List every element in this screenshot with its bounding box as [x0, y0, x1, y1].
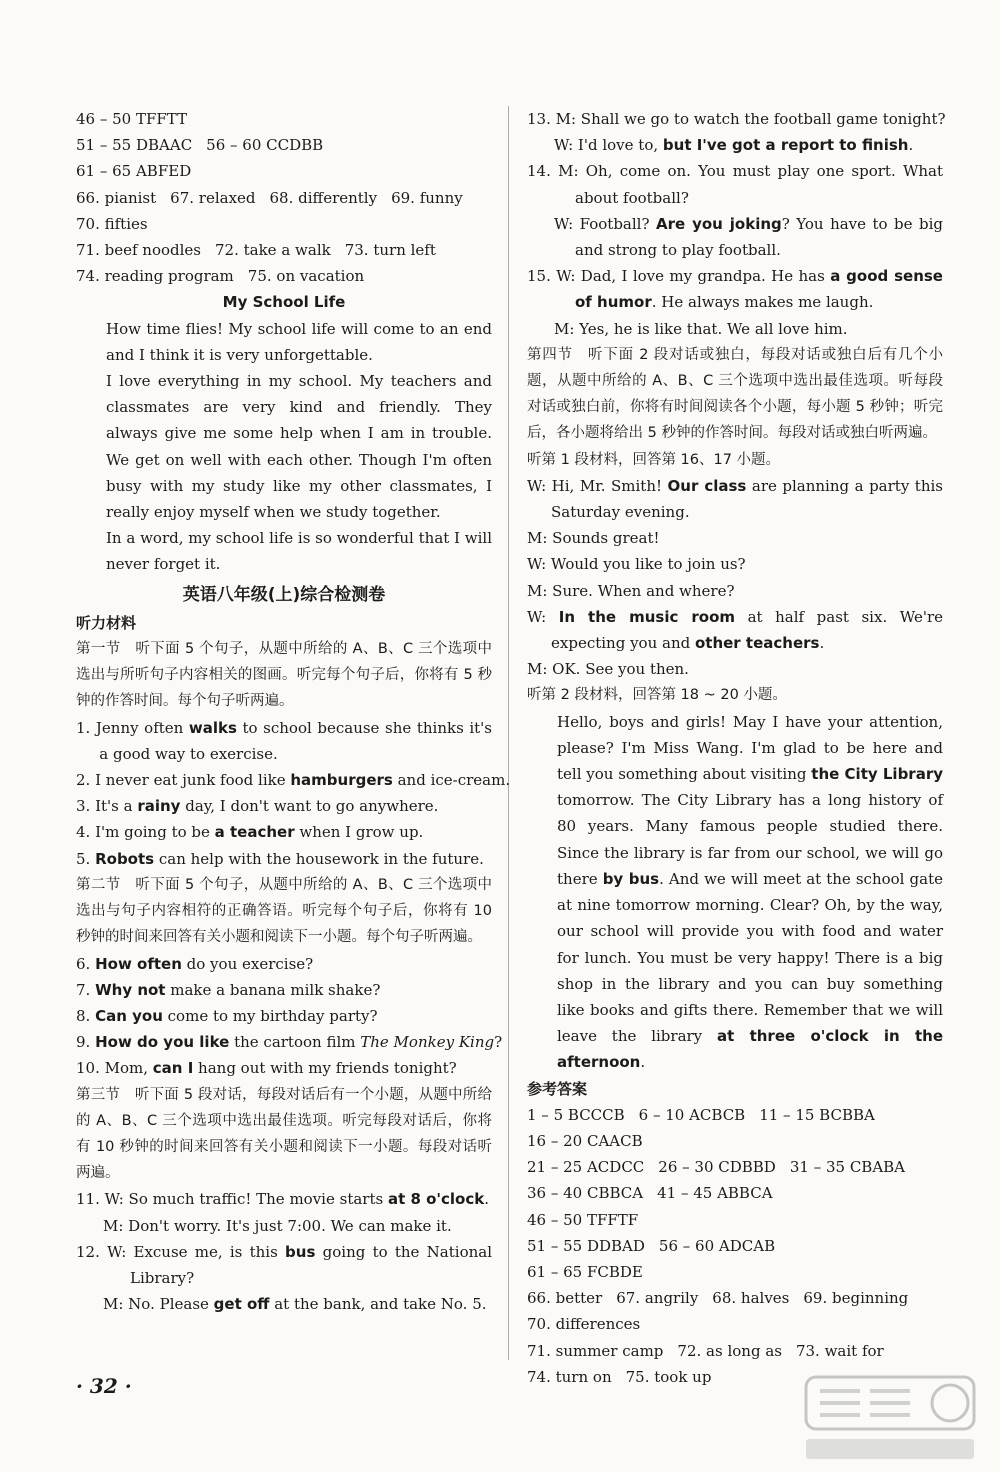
answer-line: 70. differences — [527, 1315, 641, 1334]
answer-line: 61 – 65 FCBDE — [527, 1262, 643, 1281]
answer-line: 74. turn on 75. took up — [527, 1367, 712, 1386]
exam-title: 英语八年级(上)综合检测卷 — [182, 584, 386, 605]
dialogue-line: W: I'd love to, but I've got a report to finish. — [554, 136, 914, 155]
left-column — [76, 106, 511, 1317]
answer-line — [76, 211, 492, 237]
dialogue-line: M: OK. See you then. — [527, 660, 689, 679]
answer-group: 51 – 55 DBAAC — [76, 136, 193, 155]
answer-line — [76, 237, 492, 263]
answer-phrase: 75. on vacation — [247, 267, 365, 286]
dialogue-line: W: Would you like to join us? — [527, 555, 746, 574]
answer-word: 70. fifties — [76, 214, 148, 233]
question-14: 14. M: Oh, come on. You must play one sport. What about football? — [527, 162, 943, 207]
answer-line: 1 – 5 BCCCB 6 – 10 ACBCB 11 – 15 BCBBA — [527, 1105, 875, 1124]
section-instruction: 第三节 听下面 5 段对话，每段对话后有一个小题，从题中所给的 A、B、C 三个选项中选出最佳选项。听完每段对话后，你将有 10 秒钟的时间来回答有关小题和阅读下一小题。每段对话听两遍。 — [76, 1086, 492, 1182]
answer-word: 68. differently — [269, 188, 378, 207]
answer-line — [76, 106, 492, 132]
question-13: 13. M: Shall we go to watch the football game tonight? — [527, 110, 946, 128]
question-9: 9. How do you like the cartoon film The Monkey King? — [76, 1033, 503, 1052]
answer-key-heading: 参考答案 — [527, 1079, 588, 1098]
section-instruction: 第一节 听下面 5 个句子，从题中所给的 A、B、C 三个选项中选出与所听句子内容相关的图画。听完每个句子后，你将有 5 秒钟的作答时间。每个句子听两遍。 — [76, 641, 492, 710]
dialogue-line: M: Yes, he is like that. We all love him. — [554, 319, 848, 338]
section-instruction: 第四节 听下面 2 段对话或独白，每段对话或独白后有几个小题，从题中所给的 A、B、C 三个选项中选出最佳选项。听每段对话或独白前，你将有时间阅读各个小题，每小题 5 秒钟；听完后，各小题将给出 5 秒钟的作答时间。每段对话或独白听两遍。 — [527, 346, 943, 442]
dialogue-line: W: Hi, Mr. Smith! Our class are planning a party this Saturday evening. — [527, 476, 943, 522]
question-15: 15. W: Dad, I love my grandpa. He has a good sense of humor. He always makes me laugh. — [527, 267, 943, 312]
essay-paragraph: In a word, my school life is so wonderful that I will never forget it. — [106, 529, 492, 574]
answer-phrase: 71. beef noodles — [76, 241, 201, 260]
answer-word: 66. pianist — [76, 188, 157, 207]
answer-line — [76, 158, 492, 184]
watermark-logo — [800, 1369, 980, 1464]
answer-phrase: 73. turn left — [344, 241, 436, 260]
question-5: 5. Robots can help with the housework in the future. — [76, 849, 484, 868]
listening-heading: 听力材料 — [76, 613, 137, 632]
answer-line — [76, 132, 492, 158]
dialogue-line: M: Sure. When and where? — [527, 581, 735, 600]
question-3: 3. It's a rainy day, I don't want to go anywhere. — [76, 797, 439, 816]
answer-line: 21 – 25 ACDCC 26 – 30 CDBBD 31 – 35 CBABA — [527, 1158, 906, 1177]
question-6: 6. How often do you exercise? — [76, 954, 314, 973]
answer-line — [76, 185, 492, 211]
monologue-paragraph: Hello, boys and girls! May I have your attention, please? I'm Miss Wang. I'm glad to be here and tell you something about visiting the City Library tomorrow. The City Library has a long history of 80 years. Many famous people studied there. Since the library is far from our school, we will go there by bus. And we will meet at the school gate at nine tomorrow morning. Clear? Oh, by the way, our school will provide you with food and water for lunch. You must be very happy! There is a big shop in the library and you can buy something like books and gifts there. Remember that we will leave the library at three o'clock in the afternoon. — [557, 712, 944, 1072]
question-12: 12. W: Excuse me, is this bus going to the National Library? — [76, 1242, 492, 1287]
material-heading: 听第 2 段材料，回答第 18 ~ 20 小题。 — [527, 687, 787, 704]
column-divider — [508, 106, 509, 1360]
page-number: · 32 · — [76, 1374, 132, 1398]
answer-group: 46 – 50 TFFTT — [76, 110, 188, 128]
answer-line: 51 – 55 DDBAD 56 – 60 ADCAB — [527, 1236, 776, 1255]
question-2: 2. I never eat junk food like hamburgers and ice-cream. — [76, 771, 511, 790]
question-7: 7. Why not make a banana milk shake? — [76, 980, 381, 999]
answer-line — [76, 263, 492, 289]
essay-title: My School Life — [222, 293, 346, 312]
answer-line: 66. better 67. angrily 68. halves 69. beginning — [527, 1289, 909, 1308]
section-instruction: 第二节 听下面 5 个句子，从题中所给的 A、B、C 三个选项中选出与句子内容相符的正确答语。听完每个句子后，你将有 10 秒钟的时间来回答有关小题和阅读下一小题。每个句子听两遍。 — [76, 876, 492, 946]
question-11: 11. W: So much traffic! The movie starts at 8 o'clock. — [76, 1190, 490, 1209]
dialogue-line: M: Sounds great! — [527, 529, 660, 548]
answer-line: 46 – 50 TFFTF — [527, 1210, 639, 1229]
answer-line: 16 – 20 CAACB — [527, 1131, 643, 1150]
answer-group: 61 – 65 ABFED — [76, 162, 192, 181]
answer-phrase: 74. reading program — [76, 267, 234, 286]
answer-phrase: 72. take a walk — [215, 241, 331, 260]
dialogue-line: M: Don't worry. It's just 7:00. We can make it. — [103, 1216, 452, 1235]
answer-word: 67. relaxed — [170, 188, 256, 207]
answer-word: 69. funny — [391, 188, 463, 207]
answer-line: 36 – 40 CBBCA 41 – 45 ABBCA — [527, 1184, 773, 1203]
right-column — [527, 106, 946, 1390]
answer-line: 71. summer camp 72. as long as 73. wait for — [527, 1341, 884, 1360]
question-4: 4. I'm going to be a teacher when I grow up. — [76, 823, 424, 842]
question-10: 10. Mom, can I hang out with my friends tonight? — [76, 1059, 457, 1078]
dialogue-line: W: Football? Are you joking? You have to be big and strong to play football. — [554, 214, 943, 260]
question-8: 8. Can you come to my birthday party? — [76, 1006, 378, 1025]
material-heading: 听第 1 段材料，回答第 16、17 小题。 — [527, 451, 781, 468]
question-1: 1. Jenny often walks to school because she thinks it's a good way to exercise. — [76, 718, 492, 763]
essay-paragraph: I love everything in my school. My teachers and classmates are very kind and friendly. They always give me some help when I am in trouble. We get on well with each other. Though I'm often busy with my study like my other classmates, I really enjoy myself when we study together. — [106, 372, 492, 522]
answer-group: 56 – 60 CCDBB — [206, 136, 324, 155]
dialogue-line: W: In the music room at half past six. We're expecting you and other teachers. — [527, 607, 944, 653]
essay-paragraph: How time flies! My school life will come to an end and I think it is very unforgettable. — [106, 319, 492, 364]
dialogue-line: M: No. Please get off at the bank, and take No. 5. — [103, 1295, 487, 1314]
